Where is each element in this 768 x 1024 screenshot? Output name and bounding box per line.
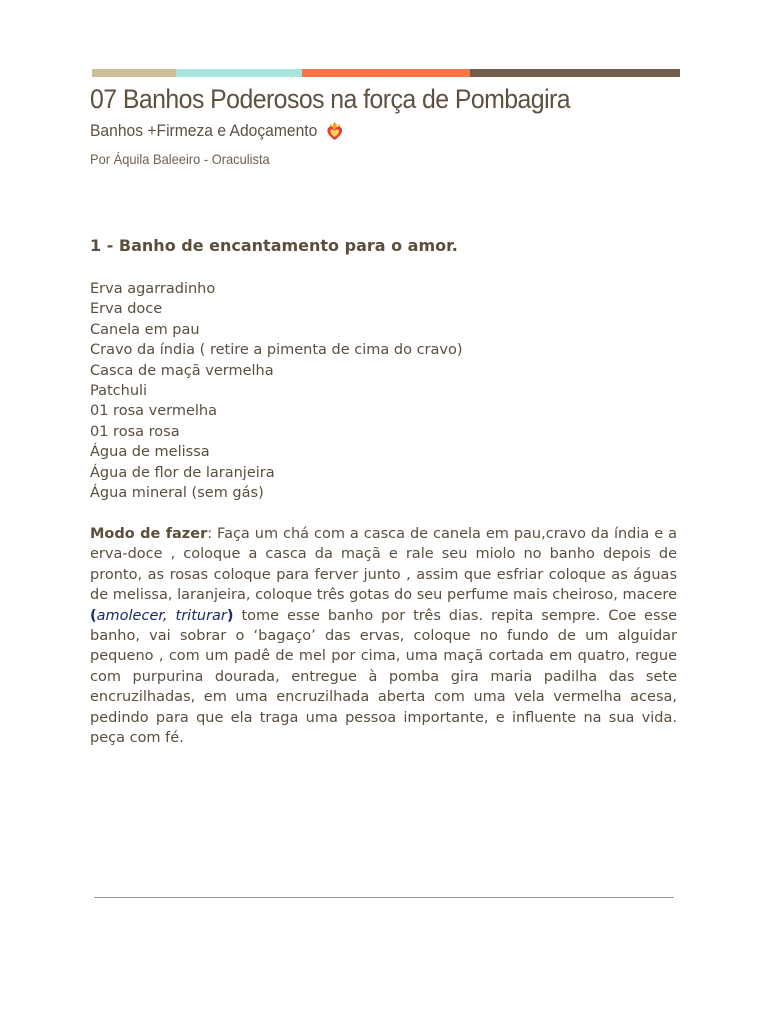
ingredient-item: Água de flor de laranjeira (90, 464, 275, 481)
color-bar-segment-orange (302, 69, 470, 77)
method-text-before: : Faça um chá com a casca de canela em pau,cravo da índia e a erva-doce , coloque a casca da maçã e rale seu miolo no banho depois de pronto, as rosas coloque para ferver junto , assim que esfriar coloque as águas de melissa, laranjeira, coloque três gotas do seu perfume mais cheiroso, macere (90, 526, 677, 604)
method-text-after: tome esse banho por três dias. repita sempre. Coe esse banho, vai sobrar o ‘bagaço’ das ervas, coloque no fundo de um alguidar pequeno , com um padê de mel por cima, uma maçã cortada em quatro, regue com purpurina dourada, entregue à pomba gira maria padilha das sete encruzilhadas, em uma encruzilhada aberta com uma vela vermelha acesa, pedindo para que ela traga uma pessoa importante, e influente na sua vida. peça com fé. (90, 607, 677, 747)
ingredient-item: Água mineral (sem gás) (90, 485, 264, 502)
color-bar-segment-brown (470, 69, 680, 77)
color-bar-segment-beige (92, 69, 176, 77)
ingredient-item: Patchuli (90, 383, 148, 400)
ingredient-item: Água de melissa (90, 444, 210, 461)
document-author: Por Áquila Baleeiro - Oraculista (90, 151, 270, 167)
method-paren-close: ) (226, 607, 234, 624)
method-label: Modo de fazer (90, 526, 208, 542)
footer-divider (94, 897, 674, 898)
color-bar-segment-teal (176, 69, 302, 77)
flaming-heart-icon (325, 120, 345, 142)
method-note: amolecer, triturar (96, 607, 227, 624)
ingredient-item: Canela em pau (90, 321, 200, 338)
ingredient-item: Casca de maçã vermelha (90, 362, 274, 379)
ingredient-item: 01 rosa rosa (90, 423, 180, 440)
document-subtitle (90, 120, 345, 142)
ingredient-item: Erva doce (90, 301, 163, 318)
ingredient-list (90, 279, 463, 503)
ingredient-item: 01 rosa vermelha (90, 403, 217, 420)
method-paren-open: ( (90, 607, 97, 624)
section-heading: 1 - Banho de encantamento para o amor. (90, 236, 458, 255)
subtitle-text: Banhos +Firmeza e Adoçamento (90, 121, 318, 140)
method-paragraph (90, 524, 677, 748)
ingredient-item: Erva agarradinho (90, 281, 216, 297)
header-color-bar (92, 69, 680, 77)
document-title: 07 Banhos Poderosos na força de Pombagira (90, 84, 571, 114)
ingredient-item: Cravo da índia ( retire a pimenta de cima do cravo) (90, 342, 463, 359)
